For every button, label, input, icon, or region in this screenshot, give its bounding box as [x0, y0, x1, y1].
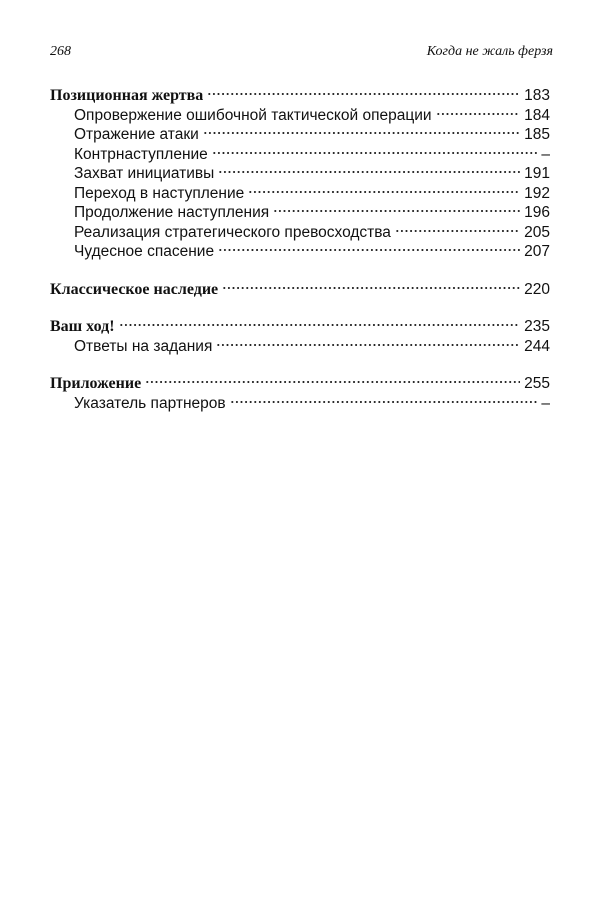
toc-entry-title: Контрнаступление	[74, 145, 208, 163]
toc-entry-page: 207	[524, 243, 550, 260]
dot-leader	[203, 130, 520, 136]
toc-entry-sub[interactable]	[50, 164, 550, 184]
toc-entry-sub[interactable]	[50, 184, 550, 204]
toc-entry-title: Продолжение наступления	[74, 204, 270, 221]
dot-leader	[218, 247, 520, 253]
toc-entry-title: Ваш ход!	[50, 318, 115, 335]
dot-leader	[436, 111, 521, 117]
dot-leader	[248, 189, 520, 195]
toc-entry-title: Реализация стратегического превосходства	[74, 223, 391, 241]
dot-leader	[222, 285, 520, 291]
toc-entry-title: Классическое наследие	[50, 280, 219, 298]
toc-entry-page: 184	[524, 106, 550, 124]
toc-entry-title: Опровержение ошибочной тактической операции	[74, 106, 432, 124]
toc-entry-title: Чудесное спасение	[74, 243, 215, 260]
toc-entry-sub[interactable]	[50, 223, 550, 243]
toc-entry-page: 196	[524, 204, 550, 221]
toc-entry-main[interactable]	[50, 374, 550, 394]
toc-entry-page: 192	[524, 184, 550, 202]
toc-entry-sub[interactable]	[50, 145, 550, 165]
dot-leader	[212, 150, 538, 156]
toc-entry-title: Приложение	[50, 375, 142, 392]
toc-section-your-move	[50, 317, 550, 356]
toc-section-positional-sacrifice	[50, 86, 550, 262]
toc-entry-title: Переход в наступление	[74, 184, 245, 202]
toc-entry-page: 255	[524, 375, 550, 392]
dot-leader	[119, 322, 521, 328]
toc-entry-sub[interactable]	[50, 337, 550, 357]
toc-entry-sub[interactable]	[50, 394, 550, 414]
toc-entry-page: 205	[524, 223, 550, 241]
toc-entry-page: –	[541, 394, 550, 412]
toc-entry-title: Ответы на задания	[74, 337, 213, 355]
toc-entry-page: 183	[524, 87, 550, 104]
toc-entry-main[interactable]	[50, 317, 550, 337]
dot-leader	[273, 208, 520, 214]
toc-section-appendix	[50, 374, 550, 413]
toc-entry-page: 220	[524, 280, 550, 298]
page-header	[50, 44, 553, 64]
toc-entry-sub[interactable]	[50, 242, 550, 262]
toc-entry-sub[interactable]	[50, 106, 550, 126]
page-number: 268	[50, 44, 71, 59]
dot-leader	[145, 379, 520, 385]
toc-entry-page: 235	[524, 318, 550, 335]
toc-section-classical-heritage	[50, 280, 550, 300]
dot-leader	[218, 169, 520, 175]
dot-leader	[207, 91, 520, 97]
toc-entry-sub[interactable]	[50, 125, 550, 145]
toc-entry-title: Отражение атаки	[74, 126, 199, 143]
toc-entry-title: Захват инициативы	[74, 165, 215, 182]
dot-leader	[395, 228, 520, 234]
running-title: Когда не жаль ферзя	[426, 44, 553, 59]
toc-entry-page: 191	[524, 165, 550, 182]
dot-leader	[216, 342, 520, 348]
toc-entry-title: Позиционная жертва	[50, 87, 204, 104]
toc-entry-sub[interactable]	[50, 203, 550, 223]
toc-entry-title: Указатель партнеров	[74, 394, 226, 412]
toc-entry-main[interactable]	[50, 86, 550, 106]
table-of-contents	[50, 86, 550, 431]
toc-entry-main[interactable]	[50, 280, 550, 300]
toc-entry-page: 185	[524, 126, 550, 143]
toc-entry-page: 244	[524, 337, 550, 355]
toc-entry-page: –	[541, 145, 550, 163]
dot-leader	[230, 399, 538, 405]
